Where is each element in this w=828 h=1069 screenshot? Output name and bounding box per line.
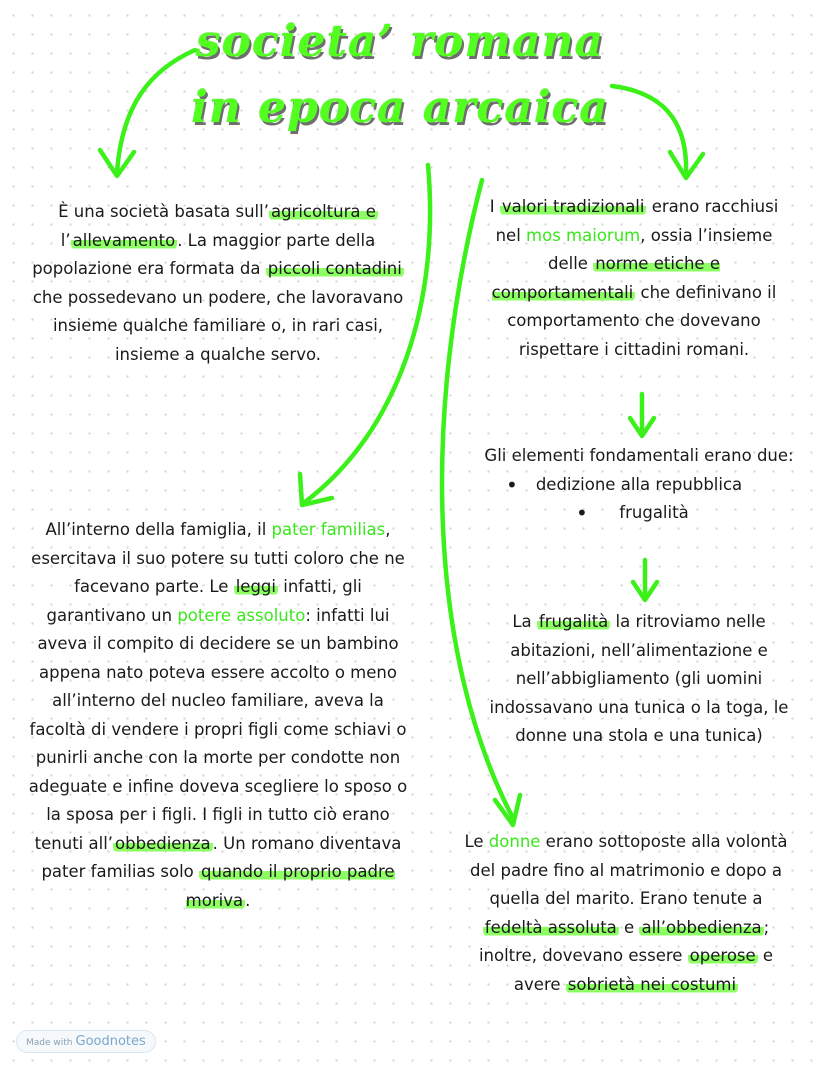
text: che definivano il comportamento che dovevano rispettare i cittadini romani. — [507, 282, 777, 359]
elements-list — [484, 471, 794, 528]
text: . La maggior parte della popolazione era formata da — [32, 230, 376, 278]
highlight-fedelta: fedeltà assoluta — [484, 917, 617, 937]
note-text — [458, 828, 794, 999]
note-frugality — [484, 608, 794, 751]
elements-intro: Gli elementi fondamentali erano due: — [484, 446, 794, 465]
note-society-base — [28, 198, 408, 369]
note-women — [458, 828, 794, 999]
text: , ossia l’insieme delle — [547, 225, 773, 273]
highlight-allevamento: allevamento — [72, 230, 176, 250]
highlight-leggi: leggi — [235, 577, 276, 596]
text: l’ — [60, 230, 71, 250]
text: È una società basata sull’ — [58, 202, 269, 221]
green-potere-assoluto: potere assoluto — [177, 605, 306, 625]
made-with-label: Made with — [26, 1038, 73, 1048]
list-item: • dedizione alla repubblica — [484, 471, 794, 500]
note-text — [484, 608, 794, 751]
highlight-obbedienza-donne: all’obbedienza — [641, 917, 762, 937]
text: erano sottoposte alla volontà del padre fino al matrimonio e dopo a quella del marito. Erano tenute a — [470, 832, 788, 908]
highlight-valori-tradizionali: valori tradizionali — [501, 197, 645, 216]
text: e avere — [513, 946, 774, 994]
text: . Un romano diventava pater familias solo — [41, 833, 402, 881]
text: la ritroviamo nelle abitazioni, nell’alimentazione e nell’abbigliamento (gli uomini indossavano una tunica o la toga, le donne una stola e una tunica) — [489, 612, 789, 745]
note-text — [28, 198, 408, 369]
text: , esercitava il suo potere su tutti coloro che ne facevano parte. Le — [31, 520, 405, 596]
goodnotes-badge[interactable] — [16, 1030, 156, 1053]
text: : infatti lui aveva il compito di decidere se un bambino appena nato poteva essere accolto o meno all’interno del nucleo familiare, aveva la facoltà di vendere i propri figli come schiavi o punirli anche con la morte per condotte non adeguate e infine doveva scegliere lo sposo o la sposa per i figli. I figli in tutto ciò erano tenuti all’ — [28, 605, 408, 853]
note-text — [484, 193, 784, 364]
highlight-padre-moriva: quando il proprio padre moriva — [185, 862, 395, 910]
text: e — [618, 917, 640, 937]
text: che possedevano un podere, che lavoravano insieme qualche familiare o, in rari casi, insieme a qualche servo. — [32, 287, 404, 364]
title-line-2: in epoca arcaica — [191, 82, 609, 133]
highlight-norme: norme etiche e comportamentali — [491, 254, 720, 302]
text: . — [245, 890, 251, 910]
highlight-obbedienza: obbedienza — [115, 833, 211, 853]
note-pater-familias — [28, 516, 408, 915]
green-donne: donne — [488, 832, 541, 851]
highlight-agricoltura: agricoltura e — [270, 202, 376, 221]
text: All’interno della famiglia, il — [45, 520, 272, 539]
highlight-operose: operose — [689, 946, 756, 965]
highlight-frugalita: frugalità — [538, 612, 609, 631]
note-fundamental-elements — [484, 442, 794, 528]
green-pater-familias: pater familias — [271, 520, 386, 539]
text: La — [512, 612, 537, 631]
text: Le — [464, 832, 489, 851]
highlight-sobrieta: sobrietà nei costumi — [567, 974, 737, 994]
text: erano racchiusi nel — [495, 197, 779, 245]
text: I — [489, 197, 500, 216]
goodnotes-logo: Goodnotes — [75, 1034, 146, 1049]
text: infatti, gli garantivano un — [46, 577, 362, 625]
green-mos-maiorum: mos maiorum — [526, 225, 641, 245]
list-item: • frugalità — [484, 499, 794, 528]
title-line-1: societa’ romana — [195, 16, 605, 67]
note-traditional-values — [484, 193, 784, 364]
highlight-piccoli-contadini: piccoli contadini — [267, 259, 402, 278]
text: ; inoltre, dovevano essere — [478, 917, 770, 965]
note-text — [28, 516, 408, 915]
